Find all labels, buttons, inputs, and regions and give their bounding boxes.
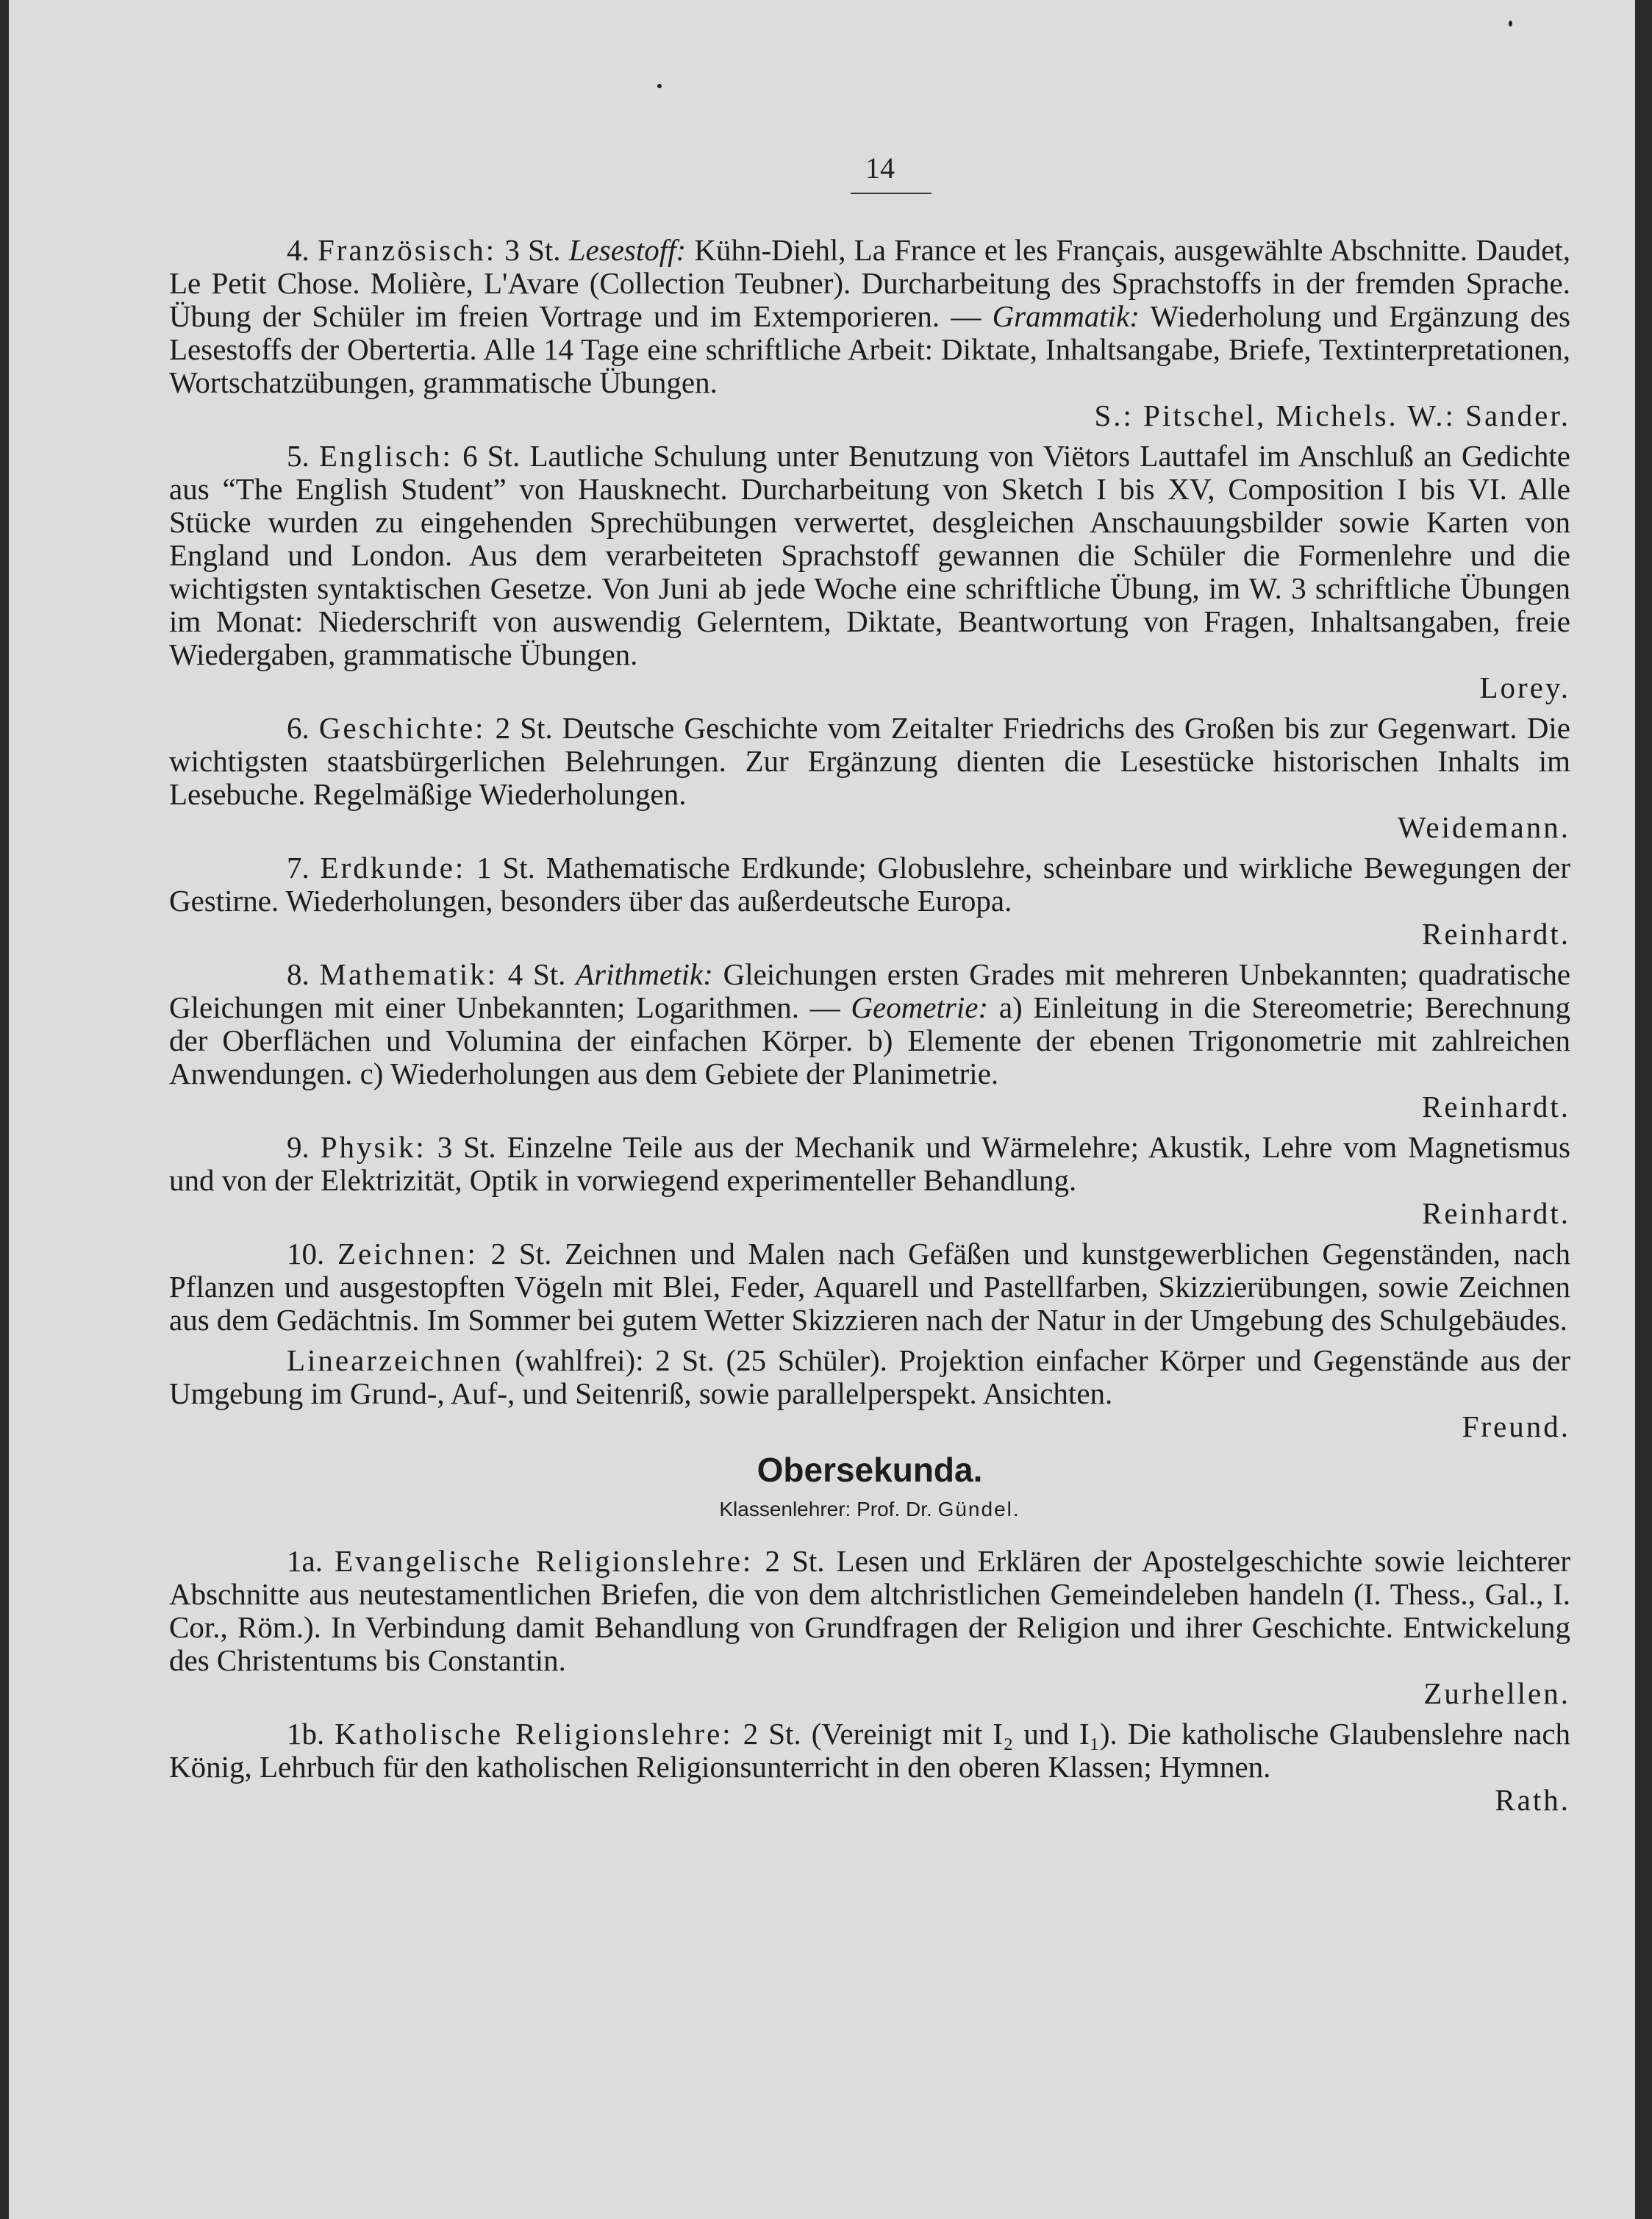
subject-hours: (wahlfrei): 2 St. (25 Schüler). <box>515 1343 887 1377</box>
subject-name: Geschichte: <box>318 711 486 745</box>
teacher-name: Rath. <box>1495 1783 1570 1817</box>
subject-paragraph <box>169 440 1570 671</box>
subject-text: Gleichungen ersten Grades mit mehreren Unbekannten; quadratische Gleichungen mit einer Unbekannten; Logarithmen. — <box>169 957 1571 1024</box>
teacher-name: Lorey. <box>1479 671 1570 704</box>
teacher-name: Weidemann. <box>1397 810 1570 844</box>
subtopic-label: Grammatik: <box>992 299 1140 333</box>
subject-text: Lautliche Schulung unter Benutzung von Viëtors Lauttafel im Anschluß an Gedichte aus “The English Student” von Hausknecht. Durcharbeitung von Sketch I bis XV, Composition I bis VI. Alle Stücke wurden zu eingehenden Sprechübungen verwertet, desgleichen Anschauungsbilder sowie Karten von England und London. Aus dem verarbeiteten Sprachstoff gewannen die Schüler die Formenlehre und die wichtigsten syntaktischen Gesetze. Von Juni ab jede Woche eine schriftliche Übung, im W. 3 schriftliche Übungen im Monat: Niederschrift von auswendig Gelerntem, Diktate, Beantwortung von Fragen, Inhaltsangaben, freie Wiedergaben, grammatische Übungen. <box>169 439 1570 671</box>
subject-entry <box>169 440 1570 704</box>
teacher-name: Reinhardt. <box>1422 917 1570 951</box>
subject-name: Französisch: <box>317 233 497 267</box>
subject-entry <box>169 712 1570 844</box>
subject-hours: 2 St. <box>743 1717 801 1751</box>
subject-name: Erdkunde: <box>320 851 466 885</box>
subtopic-label: Lesestoff: <box>568 233 687 267</box>
subject-text: Wiederholung und Ergänzung des Lesestoffs der Obertertia. Alle 14 Tage eine schriftliche Arbeit: Diktate, Inhaltsangabe, Briefe, Textinterpretationen, Wortschatzübungen, grammatische Übungen. <box>169 299 1570 399</box>
subject-text: Kühn-Diehl, La France et les Français, ausgewählte Abschnitte. Daudet, Le Petit Chose. Molière, L'Avare (Collection Teubner). Durcharbeitung des Sprachstoffs in der fremden Sprache. Übung der Schüler im freien Vortrage und im Extemporieren. — <box>169 233 1571 333</box>
subject-number: 1a. <box>287 1544 323 1578</box>
subject-hours: 2 St. <box>490 1237 552 1271</box>
subject-text: Mathematische Erdkunde; Globuslehre, scheinbare und wirkliche Bewegungen der Gestirne. Wiederholungen, besonders über das außerdeutsche Europa. <box>169 851 1571 918</box>
subject-entry <box>169 1545 1570 1710</box>
section-title: Obersekunda. <box>757 1451 983 1489</box>
subject-hours: 4 St. <box>507 957 566 991</box>
teacher-name: Freund. <box>1462 1409 1570 1443</box>
subject-hours: 6 St. <box>462 439 521 473</box>
subject-name: Evangelische Religionslehre: <box>335 1544 754 1578</box>
subject-text: Projektion einfacher Körper und Gegenstände aus der Umgebung im Grund-, Auf-, und Seitenriß, sowie parallelperspekt. Ansichten. <box>169 1343 1571 1410</box>
subject-paragraph <box>169 1131 1570 1197</box>
subject-number: 4. <box>287 233 310 267</box>
teacher-name: Reinhardt. <box>1422 1196 1570 1230</box>
subject-entry <box>169 1237 1570 1337</box>
subject-number: 8. <box>287 957 310 991</box>
subject-name: Zeichnen: <box>337 1237 478 1271</box>
subject-hours: 1 St. <box>476 851 535 885</box>
subject-list <box>169 234 1570 1443</box>
subject-text: (Vereinigt mit I₂ und I₁). Die katholische Glaubenslehre nach König, Lehrbuch für den katholischen Religionsunterricht in den oberen Klassen; Hymnen. <box>169 1717 1571 1784</box>
subject-paragraph <box>169 712 1570 811</box>
subject-name: Linearzeichnen <box>287 1343 504 1377</box>
page-number: 14 <box>865 151 895 185</box>
subject-paragraph <box>169 1237 1570 1337</box>
class-teacher-line <box>169 1493 1570 1526</box>
subject-entry <box>169 958 1570 1123</box>
subject-text: Einzelne Teile aus der Mechanik und Wärmelehre; Akustik, Lehre vom Magnetismus und von der Elektrizität, Optik in vorwiegend experimenteller Behandlung. <box>169 1130 1571 1197</box>
teacher-name: S.: Pitschel, Michels. W.: Sander. <box>1094 399 1570 432</box>
subject-number: 9. <box>287 1130 310 1164</box>
subject-hours: 2 St. <box>765 1544 825 1578</box>
class-teacher-label: Klassenlehrer: Prof. Dr. <box>719 1498 932 1521</box>
subject-entry <box>169 1131 1570 1230</box>
subject-hours: 3 St. <box>504 233 561 267</box>
subject-paragraph <box>169 1545 1570 1677</box>
page-number-rule <box>851 193 932 194</box>
subject-paragraph <box>169 1344 1570 1410</box>
subject-name: Katholische Religionslehre: <box>335 1717 733 1751</box>
speck-mark <box>1509 21 1512 26</box>
subject-number: 7. <box>287 851 310 885</box>
subject-name: Mathematik: <box>319 957 498 991</box>
subject-entry <box>169 1344 1570 1443</box>
subject-paragraph <box>169 958 1570 1090</box>
subject-text: Lesen und Erklären der Apostelgeschichte sowie leichterer Abschnitte aus neutestamentlichen Briefen, die von dem altchristlichen Gemeindeleben handeln (I. Thess., Gal., I. Cor., Röm.). In Verbindung damit Behandlung von Grundfragen der Religion und ihrer Geschichte. Entwickelung des Christentums bis Constantin. <box>169 1544 1571 1677</box>
subject-entry <box>169 234 1570 432</box>
subtopic-label: Geometrie: <box>851 990 989 1024</box>
class-teacher-name: Gündel. <box>937 1498 1020 1521</box>
subject-number: 5. <box>287 439 310 473</box>
subject-text: a) Einleitung in die Stereometrie; Berechnung der Oberflächen und Volumina der einfachen Körper. b) Elemente der ebenen Trigonometrie mit zahlreichen Anwendungen. c) Wiederholungen aus dem Gebiete der Planimetrie. <box>169 990 1570 1090</box>
subject-paragraph <box>169 1718 1570 1784</box>
subject-number: 6. <box>287 711 310 745</box>
page-content <box>169 234 1570 1824</box>
subject-hours: 2 St. <box>495 711 553 745</box>
subject-entry <box>169 851 1570 951</box>
speck-mark <box>657 84 662 88</box>
subject-text: Deutsche Geschichte vom Zeitalter Friedrichs des Großen bis zur Gegenwart. Die wichtigsten staatsbürgerlichen Belehrungen. Zur Ergänzung dienten die Lesestücke historischen Inhalts im Lesebuche. Regelmäßige Wiederholungen. <box>169 711 1570 811</box>
subject-hours: 3 St. <box>437 1130 496 1164</box>
subject-number: 1b. <box>287 1717 325 1751</box>
subject-text: Zeichnen und Malen nach Gefäßen und kunstgewerblichen Gegenständen, nach Pflanzen und ausgestopften Vögeln mit Blei, Feder, Aquarell und Pastellfarben, Skizzierübungen, sowie Zeichnen aus dem Gedächtnis. Im Sommer bei gutem Wetter Skizzieren nach der Natur in der Umgebung des Schulgebäudes. <box>169 1237 1571 1337</box>
subject-paragraph <box>169 234 1570 399</box>
subject-number: 10. <box>287 1237 325 1271</box>
subject-name: Englisch: <box>318 439 453 473</box>
subject-entry <box>169 1718 1570 1817</box>
subject-name: Physik: <box>320 1130 426 1164</box>
subtopic-label: Arithmetik: <box>576 957 713 991</box>
subject-list-obersekunda <box>169 1545 1570 1817</box>
teacher-name: Zurhellen. <box>1423 1676 1570 1710</box>
teacher-name: Reinhardt. <box>1422 1090 1570 1123</box>
subject-paragraph <box>169 851 1570 918</box>
